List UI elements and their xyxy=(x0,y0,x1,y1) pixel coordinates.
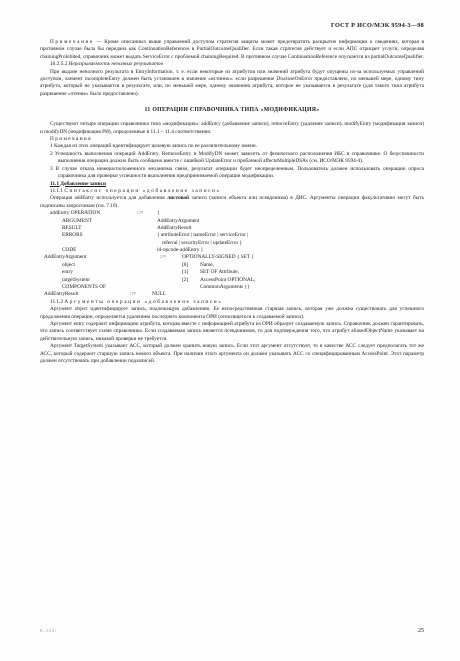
body-paragraph: При выдаче неполного результата в EntryInformation, т. е. если некоторые из атрибутов или значений атрибута будут опущены из-за используемых управлений доступом, элемент incompleteEntry должен быть установлен в значение «истинно». если разрешение DiscloseOnError предоставлено, по меньшей мере, одному типу атрибута, который не указывается в результате, или, по меньшей мере, одному значению атрибута, которое не указывается в результате (для такого типа атрибута разрешение «чтение» было предоставлено). xyxy=(40,68,424,97)
note-item: 1 Каждая из этих операций идентифицирует целевую запись по ее различительному имени. xyxy=(50,143,257,150)
note-text: — Кроме описанных выше управлений доступом стратегия защиты может предотвратить раскрытие информации о сведениях, которая в противном случае была бы передана как ContinuationReferences в PartialOutcomeQualifier. Если такая стратегия действует и если АПС отрицает услуги, определяя chainingProhibited, справочник может выдать ServiceError с проблемой chainingRequired. В противном случае ContinuationReference опускается из partialOutcomeQualifier. xyxy=(40,39,424,60)
subsection-heading: 11.1 Добавление записи xyxy=(50,180,106,187)
body-paragraph: Аргумент TargetSystem указывает АСС, который должен хранить новую запись. Если этот аргумент отсутствует, то в качестве АСС следует предполагать тот же АСС, который содержит старшую запись нового объекта. При наличии этого аргумента он должен указывать АСС со специфицированным AccessPoint. Этот параметр должен отсутствовать при добавлении подзаписей. xyxy=(40,343,424,365)
body-paragraph: Операция addEntry используется для добавления листовой записи (записи объекта или псевдонима) в ДИС. Аргументы операции факультативно могут быть подписаны запросчиком (см. 7.10). xyxy=(40,195,425,209)
note-item: 2 Успешность выполнения операций AddEntry, RemoveEntry и ModifyDN может зависеть от физического расположения ИБС в справочнике. О безуспешности выполнения операции должно быть сообщено вместе с ошибкой UpdateError и проблемой affectsMultipleDSAs (см. ИСО/МЭК 9594-4). xyxy=(50,150,424,165)
note-item: 3 В случае отказа нижерасположенного механизма связи, результат операции будет неопределенным. Пользователь должен использовать операцию опроса справочника для проверки успешности выполнения предпринимаемой операции модификации. xyxy=(50,165,424,180)
subsection-heading: 10.2.5.2 Неразрываемость неполных результатов xyxy=(50,61,163,68)
note-label: Примечание xyxy=(50,39,94,45)
note-paragraph xyxy=(40,39,424,61)
notes-heading: Примечания xyxy=(50,136,92,143)
asn1-code-block: addEntry OPERATION ::= { ARGUMENT AddEntryArgument RESULT AddEntryResult ERRORS { attributeError | nameError | serviceError | referral | securityError | updateError } CODE id-opcode-addEntry } AddEntryArgument ::= OPTIONALLY-SIGNED { SET { object [0] Name, entry [1] SET OF Attribute, targetSystem [2] AccessPoint OPTIONAL, COMPONENTS OF CommonArguments }} AddEntryResult ::= NULL xyxy=(44,210,256,298)
print-mark: 8 – 1 2 3 / xyxy=(40,628,57,633)
section-title: 11 ОПЕРАЦИИ СПРАВОЧНИКА ТИПА «МОДИФИКАЦИЯ» xyxy=(144,107,320,114)
subsection-heading: 11.1.1 Синтаксис операции «добавление записи» xyxy=(50,187,221,194)
page-number: 25 xyxy=(418,628,424,634)
body-paragraph: Существуют четыре операции справочника типа «модификация»: addEntry (добавление записи), removeEntry (удаление записи), modifyEntry (модификация записи) и modifyDN (модификация РИ), определенные в 11.1 – 11.4 соответственно. xyxy=(40,121,424,135)
running-header: ГОСТ Р ИСО/МЭК 9594-3—98 xyxy=(330,22,424,29)
body-paragraph: Аргумент object идентифицирует запись, подлежащую добавлению. Ее непосредственная старшая запись, которая уже должна существовать для успешного продолжения операции, определяется удалением последнего компонента ОРИ (относящегося к создаваемой записи). xyxy=(40,306,424,320)
document-page xyxy=(40,22,424,365)
subsection-heading: 11.1.2 Аргументы операции «добавление записи» xyxy=(50,298,223,305)
body-paragraph: Аргумент entry содержит информацию атрибута, которая вместе с информацией атрибута из ОРИ образует создаваемую запись. Справочник должен гарантировать, что запись соответствует схеме справочника. Если создаваемая запись является псевдонимом, то для подтверждения того, что атрибут aliasedObjectName указывает на действительную запись, никакой проверки не требуется. xyxy=(40,321,424,342)
